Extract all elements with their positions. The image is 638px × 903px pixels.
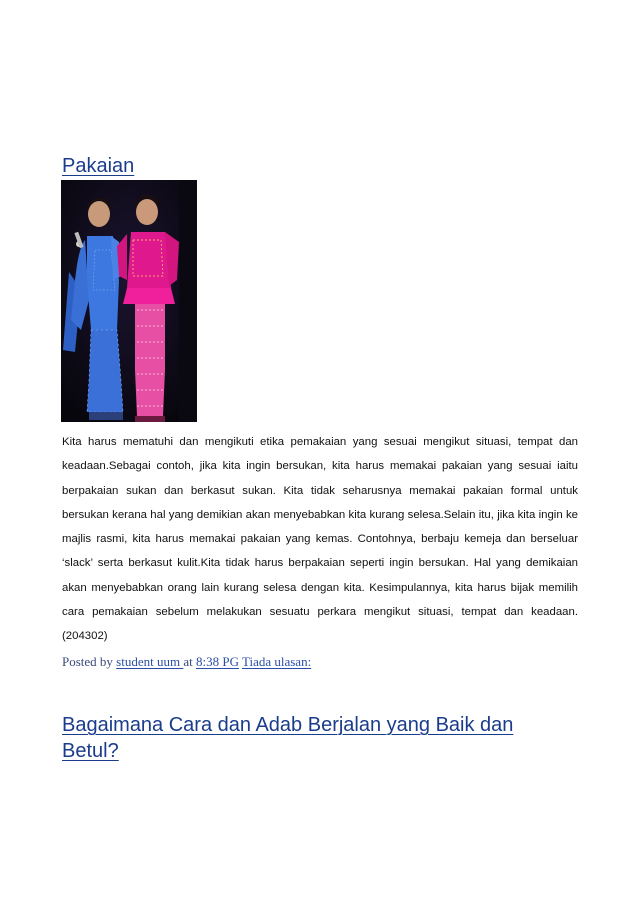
- post-time-link[interactable]: 8:38 PG: [195, 654, 239, 669]
- post-body: Kita harus mematuhi dan mengikuti etika pemakaian yang sesuai mengikut situasi, tempat dan keadaan.Sebagai contoh, jika kita ingin bersukan, kita harus memakai pakaian yang sesuai iaitu berpakaian sukan dan berkasut sukan. Kita tidak seharusnya memakai pakaian formal untuk bersukan kerana hal yang demikian akan menyebabkan kita kurang selesa.Selain itu, jika kita ingin ke majlis rasmi, kita harus memakai pakaian yang kemas. Contohnya, berbaju kemeja dan berseluar ‘slack’ serta berkasut kulit.Kita tidak harus berpakaian seperti ingin bersukan. Hal yang demikaian akan menyebabkan orang lain kurang selesa dengan kita. Kesimpulannya, kita harus bijak memilih cara pemakaian sebelum melakukan sesuatu perkara mengikut situasi, tempat dan keadaan. (204302): [62, 436, 578, 643]
- post-title-pakaian[interactable]: Pakaian: [62, 155, 135, 177]
- post-title-berjalan[interactable]: Bagaimana Cara dan Adab Berjalan yang Baik dan Betul?: [62, 714, 514, 762]
- post-photo: [61, 180, 197, 422]
- photo-illustration: [61, 180, 197, 422]
- post-byline: [62, 654, 311, 670]
- byline-posted-by: Posted by: [62, 654, 113, 669]
- comments-link[interactable]: Tiada ulasan:: [241, 654, 312, 669]
- author-link[interactable]: student uum: [116, 654, 184, 669]
- byline-at: at: [183, 654, 193, 669]
